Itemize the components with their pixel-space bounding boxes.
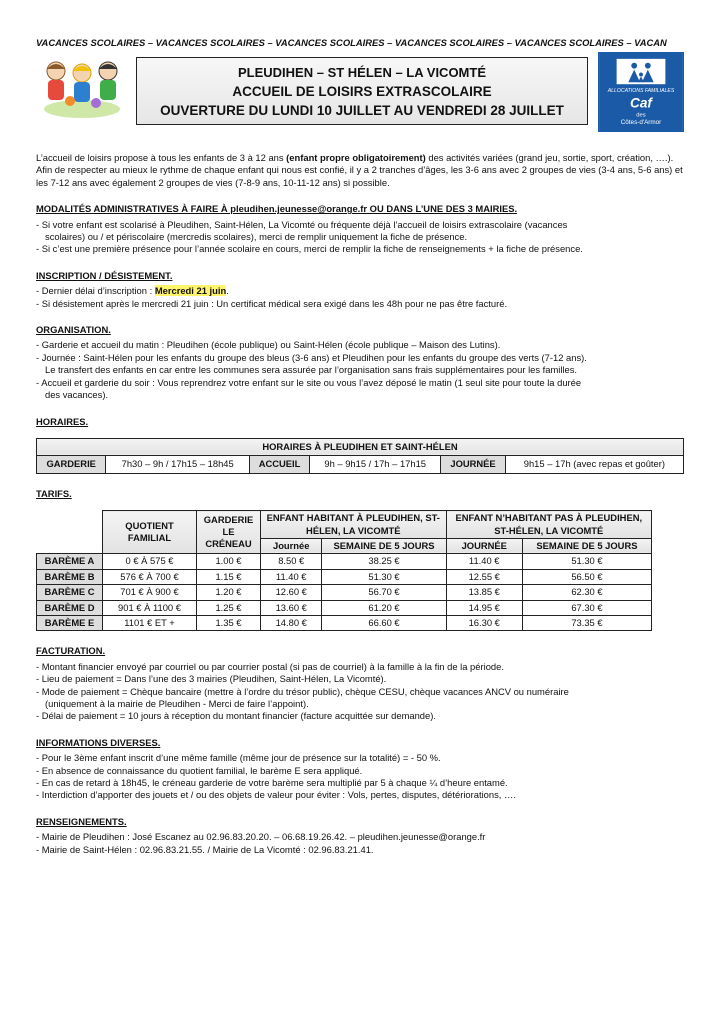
section-infos-title: INFORMATIONS DIVERSES. — [36, 736, 161, 748]
journee-non-habitant-cell: 14.95 € — [446, 600, 522, 615]
section-horaires-title: HORAIRES. — [36, 415, 89, 427]
semaine-non-habitant-cell: 73.35 € — [522, 615, 651, 630]
intro-paragraph — [36, 152, 688, 189]
tarifs-table — [36, 510, 652, 631]
header-journee: JOURNÉE — [446, 538, 522, 553]
quotient-cell: 576 € À 700 € — [103, 569, 197, 584]
infos-line: - Interdiction d’apporter des jouets et / ou des objets de valeur pour éviter : Vols, pertes, disputes, détériorations, …. — [36, 789, 516, 801]
header-semaine: SEMAINE DE 5 JOURS — [322, 538, 446, 553]
intro-text-bold: (enfant propre obligatoirement) — [286, 152, 426, 163]
section-facturation-title: FACTURATION. — [36, 645, 106, 657]
bareme-label: BARÈME C — [37, 585, 103, 600]
organisation-line: Le transfert des enfants en car entre les communes sera assurée par l’organisation sans frais supplémentaires pour les familles. — [45, 364, 578, 376]
section-inscription-title: INSCRIPTION / DÉSISTEMENT. — [36, 269, 173, 281]
journee-habitant-cell: 13.60 € — [261, 600, 322, 615]
garderie-cell: 1.35 € — [197, 615, 261, 630]
deadline-label: - Dernier délai d’inscription : — [36, 285, 155, 297]
section-organisation-title: ORGANISATION. — [36, 324, 111, 336]
document-body — [36, 152, 688, 856]
garderie-cell: 1.00 € — [197, 554, 261, 569]
caf-logo-dept: Côtes-d'Armor — [620, 119, 662, 127]
infos-line: - Pour le 3ème enfant inscrit d’une même famille (même jour de présence sur la totalité) = - 50 %. — [36, 752, 441, 764]
table-row — [37, 554, 652, 569]
facturation-line: - Lieu de paiement = Dans l’une des 3 mairies (Pleudihen, Saint-Hélen, La Vicomté). — [36, 673, 387, 685]
garderie-cell: 1.20 € — [197, 585, 261, 600]
header-quotient: QUOTIENT FAMILIAL — [103, 511, 197, 554]
semaine-non-habitant-cell: 62.30 € — [522, 585, 651, 600]
inscription-line: - Si désistement après le mercredi 21 juin : Un certificat médical sera exigé dans les 48h pour ne pas être facturé. — [36, 297, 508, 309]
accueil-label: ACCUEIL — [249, 456, 309, 473]
section-tarifs-title: TARIFS. — [36, 487, 72, 499]
horaires-table — [36, 438, 684, 474]
caf-logo-top: ALLOCATIONS FAMILIALES — [607, 88, 675, 94]
facturation-line: (uniquement à la mairie de Pleudihen - Merci de faire l’appoint). — [45, 698, 309, 709]
journee-habitant-cell: 14.80 € — [261, 615, 322, 630]
renseignements-line: - Mairie de Saint-Hélen : 02.96.83.21.55. / Mairie de La Vicomté : 02.96.83.21.41. — [36, 843, 374, 855]
semaine-habitant-cell: 38.25 € — [322, 554, 446, 569]
title-dates: OUVERTURE DU LUNDI 10 JUILLET AU VENDREDI 28 JUILLET — [160, 103, 564, 118]
journee-non-habitant-cell: 13.85 € — [446, 585, 522, 600]
organisation-line: - Garderie et accueil du matin : Pleudihen (école publique) ou Saint-Hélen (école publique – Maison des Lutins). — [36, 339, 501, 351]
bareme-label: BARÈME A — [37, 554, 103, 569]
renseignements-line: - Mairie de Pleudihen : José Escanez au 02.96.83.20.20. – 06.68.19.26.42. – pleudihen.jeunesse@orange.fr — [36, 831, 486, 843]
semaine-non-habitant-cell: 67.30 € — [522, 600, 651, 615]
table-row — [37, 615, 652, 630]
section-renseignements-title: RENSEIGNEMENTS. — [36, 815, 127, 827]
facturation-line: - Mode de paiement = Chèque bancaire (mettre à l’ordre du trésor public), chèque CESU, chèque vacances ANCV ou numéraire — [36, 685, 569, 697]
journee-non-habitant-cell: 12.55 € — [446, 569, 522, 584]
deadline-date-highlight: Mercredi 21 juin — [154, 285, 227, 297]
quotient-cell: 901 € À 1100 € — [103, 600, 197, 615]
journee-habitant-cell: 8.50 € — [261, 554, 322, 569]
journee-non-habitant-cell: 16.30 € — [446, 615, 522, 630]
semaine-habitant-cell: 61.20 € — [322, 600, 446, 615]
quotient-cell: 1101 € ET + — [103, 615, 197, 630]
semaine-habitant-cell: 66.60 € — [322, 615, 446, 630]
facturation-line: - Délai de paiement = 10 jours à réception du montant financier (facture acquittée sur demande). — [36, 710, 436, 722]
modalites-line: - Si c’est une première présence pour l’année scolaire en cours, merci de remplir la fiche de renseignements + la fiche de présence. — [36, 243, 583, 255]
header-garderie: GARDERIE LE CRÉNEAU — [197, 511, 261, 554]
infos-line: - En absence de connaissance du quotient familial, le barème E sera appliqué. — [36, 764, 363, 776]
caf-logo-des: des — [636, 112, 646, 119]
intro-text-a: L’accueil de loisirs propose à tous les enfants de 3 à 12 ans — [36, 152, 287, 163]
organisation-line: des vacances). — [45, 389, 109, 401]
modalites-line: - Si votre enfant est scolarisé à Pleudihen, Saint-Hélen, La Vicomté ou fréquente déjà l’accueil de loisirs extrascolaire (vacances — [36, 218, 568, 230]
title-box — [136, 57, 588, 125]
accueil-hours: 9h – 9h15 / 17h – 17h15 — [310, 456, 441, 473]
header-semaine: SEMAINE DE 5 JOURS — [522, 538, 651, 553]
infos-line: - En cas de retard à 18h45, le créneau garderie de votre barème sera multiplié par 5 à chaque ¼ d’heure entamé. — [36, 777, 508, 789]
journee-non-habitant-cell: 11.40 € — [446, 554, 522, 569]
horaires-header: HORAIRES À PLEUDIHEN ET SAINT-HÉLEN — [37, 438, 684, 455]
journee-habitant-cell: 12.60 € — [261, 585, 322, 600]
section-modalites-title: MODALITÉS ADMINISTRATIVES À FAIRE À pleudihen.jeunesse@orange.fr OU DANS L’UNE DES 3 MAIRIES. — [36, 203, 518, 215]
modalites-line: scolaires) ou / et périscolaire (mercredis scolaires), merci de remplir uniquement la fiche de présence. — [45, 231, 468, 243]
journee-hours: 9h15 – 17h (avec repas et goûter) — [505, 456, 683, 473]
bareme-label: BARÈME D — [37, 600, 103, 615]
bareme-label: BARÈME E — [37, 615, 103, 630]
inscription-deadline — [36, 285, 688, 297]
table-row — [37, 569, 652, 584]
bareme-label: BARÈME B — [37, 569, 103, 584]
garderie-cell: 1.25 € — [197, 600, 261, 615]
header-journee: Journée — [261, 538, 322, 553]
table-row — [37, 600, 652, 615]
table-row — [37, 585, 652, 600]
quotient-cell: 701 € À 900 € — [103, 585, 197, 600]
deadline-period: . — [226, 285, 229, 297]
intro-text-c: des activités variées (grand jeu, sortie, sport, création, ….). Afin de respecter au mieux le rythme de chaque enfant qui nous est confié, il y a 2 tranches d’âges, les 3-6 ans avec 2 groupes de vies (3-4 ans, 5-6 ans) et les 7-12 ans avec également 2 groupes de vies (7-8-9 ans, 10-11-12 ans) si possible. — [36, 152, 683, 188]
caf-logo — [598, 52, 684, 132]
header-non-habitant: ENFANT N’HABITANT PAS À PLEUDIHEN, ST-HÉLEN, LA VICOMTÉ — [446, 511, 651, 539]
title-towns: PLEUDIHEN – ST HÉLEN – LA VICOMTÉ — [238, 65, 486, 80]
garderie-hours: 7h30 – 9h / 17h15 – 18h45 — [106, 456, 250, 473]
semaine-non-habitant-cell: 56.50 € — [522, 569, 651, 584]
quotient-cell: 0 € À 575 € — [103, 554, 197, 569]
semaine-habitant-cell: 51.30 € — [322, 569, 446, 584]
caf-logo-name: Caf — [630, 95, 652, 111]
journee-label: JOURNÉE — [441, 456, 505, 473]
semaine-habitant-cell: 56.70 € — [322, 585, 446, 600]
garderie-cell: 1.15 € — [197, 569, 261, 584]
header-habitant: ENFANT HABITANT À PLEUDIHEN, ST-HÉLEN, LA VICOMTÉ — [261, 511, 447, 539]
semaine-non-habitant-cell: 51.30 € — [522, 554, 651, 569]
garderie-label: GARDERIE — [37, 456, 106, 473]
organisation-line: - Journée : Saint-Hélen pour les enfants du groupe des bleus (3-6 ans) et Pleudihen pour les enfants du groupe des verts (7-12 ans). — [36, 351, 587, 363]
banner-strip: VACANCES SCOLAIRES – VACANCES SCOLAIRES – VACANCES SCOLAIRES – VACANCES SCOLAIRES – VACANCES SCOLAIRES – VACAN — [36, 37, 667, 48]
title-service: ACCUEIL DE LOISIRS EXTRASCOLAIRE — [232, 84, 492, 99]
children-illustration — [40, 57, 124, 121]
organisation-line: - Accueil et garderie du soir : Vous reprendrez votre enfant sur le site ou vous l’avez déposé le matin (1 seul site pour toute la durée — [36, 376, 582, 388]
facturation-line: - Montant financier envoyé par courriel ou par courrier postal (si pas de courriel) à la famille à la fin de la période. — [36, 660, 504, 672]
journee-habitant-cell: 11.40 € — [261, 569, 322, 584]
